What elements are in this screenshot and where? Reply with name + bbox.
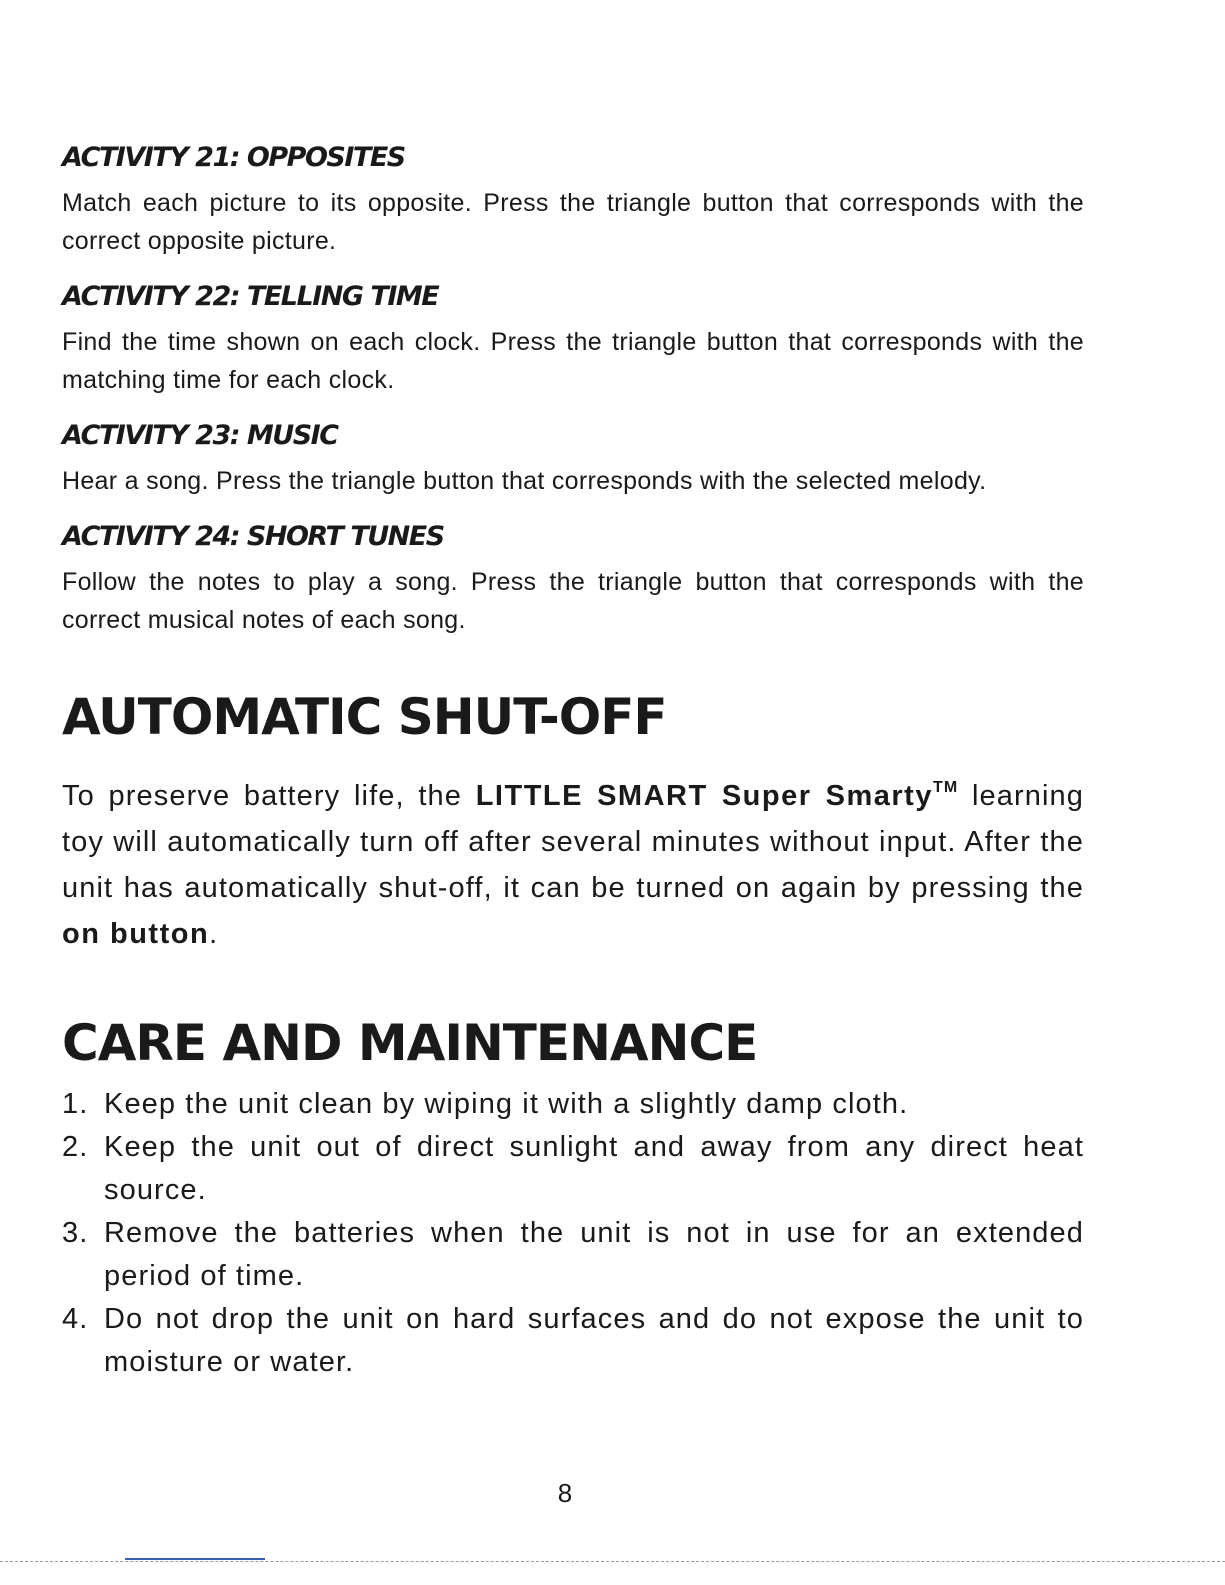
care-heading: CARE AND MAINTENANCE xyxy=(62,1014,758,1072)
list-text: Keep the unit clean by wiping it with a slightly damp cloth. xyxy=(104,1088,909,1120)
activity-title: ACTIVITY 23: MUSIC xyxy=(62,420,338,451)
page-bottom-divider xyxy=(0,1561,1225,1562)
list-text: Keep the unit out of direct sunlight and away from any direct heat source. xyxy=(104,1131,1084,1206)
page-bottom-marker xyxy=(125,1558,265,1560)
activity-22 xyxy=(62,279,1084,399)
activity-title: ACTIVITY 21: OPPOSITES xyxy=(62,142,405,173)
list-number: 2. xyxy=(62,1131,89,1163)
activity-24 xyxy=(62,519,1084,639)
shutoff-paragraph xyxy=(62,765,1084,957)
activity-title: ACTIVITY 24: SHORT TUNES xyxy=(62,521,444,552)
care-list xyxy=(62,1083,1084,1384)
on-button-reference: on button xyxy=(62,918,210,950)
list-number: 4. xyxy=(62,1303,89,1335)
activity-description: Follow the notes to play a song. Press the triangle button that corresponds with the correct musical notes of each song. xyxy=(62,568,1084,634)
list-item xyxy=(62,1083,1084,1126)
trademark-mark: TM xyxy=(932,779,959,796)
shutoff-heading: AUTOMATIC SHUT-OFF xyxy=(62,688,667,746)
shutoff-text-1: To preserve battery life, the xyxy=(62,780,476,812)
manual-page xyxy=(62,140,1084,1384)
activity-description: Hear a song. Press the triangle button that corresponds with the selected melody. xyxy=(62,467,987,495)
activity-description: Find the time shown on each clock. Press the triangle button that corresponds with the matching time for each clock. xyxy=(62,328,1084,394)
list-text: Do not drop the unit on hard surfaces and do not expose the unit to moisture or water. xyxy=(104,1303,1084,1378)
shutoff-text-2: learning toy will automatically turn off after several minutes without input. After the unit has automatically shut-off, it can be turned on again by pressing the xyxy=(62,780,1084,904)
list-item xyxy=(62,1126,1084,1212)
activity-23 xyxy=(62,418,1084,500)
shutoff-text-3: . xyxy=(209,918,219,950)
list-item xyxy=(62,1212,1084,1298)
list-number: 1. xyxy=(62,1088,89,1120)
activity-title: ACTIVITY 22: TELLING TIME xyxy=(62,281,439,312)
product-name: LITTLE SMART Super Smarty xyxy=(475,780,933,812)
list-number: 3. xyxy=(62,1217,89,1249)
page-number: 8 xyxy=(557,1478,573,1508)
list-text: Remove the batteries when the unit is not in use for an extended period of time. xyxy=(104,1217,1084,1292)
activity-description: Match each picture to its opposite. Press the triangle button that corresponds with the correct opposite picture. xyxy=(62,189,1084,255)
activity-21 xyxy=(62,140,1084,260)
list-item xyxy=(62,1298,1084,1384)
